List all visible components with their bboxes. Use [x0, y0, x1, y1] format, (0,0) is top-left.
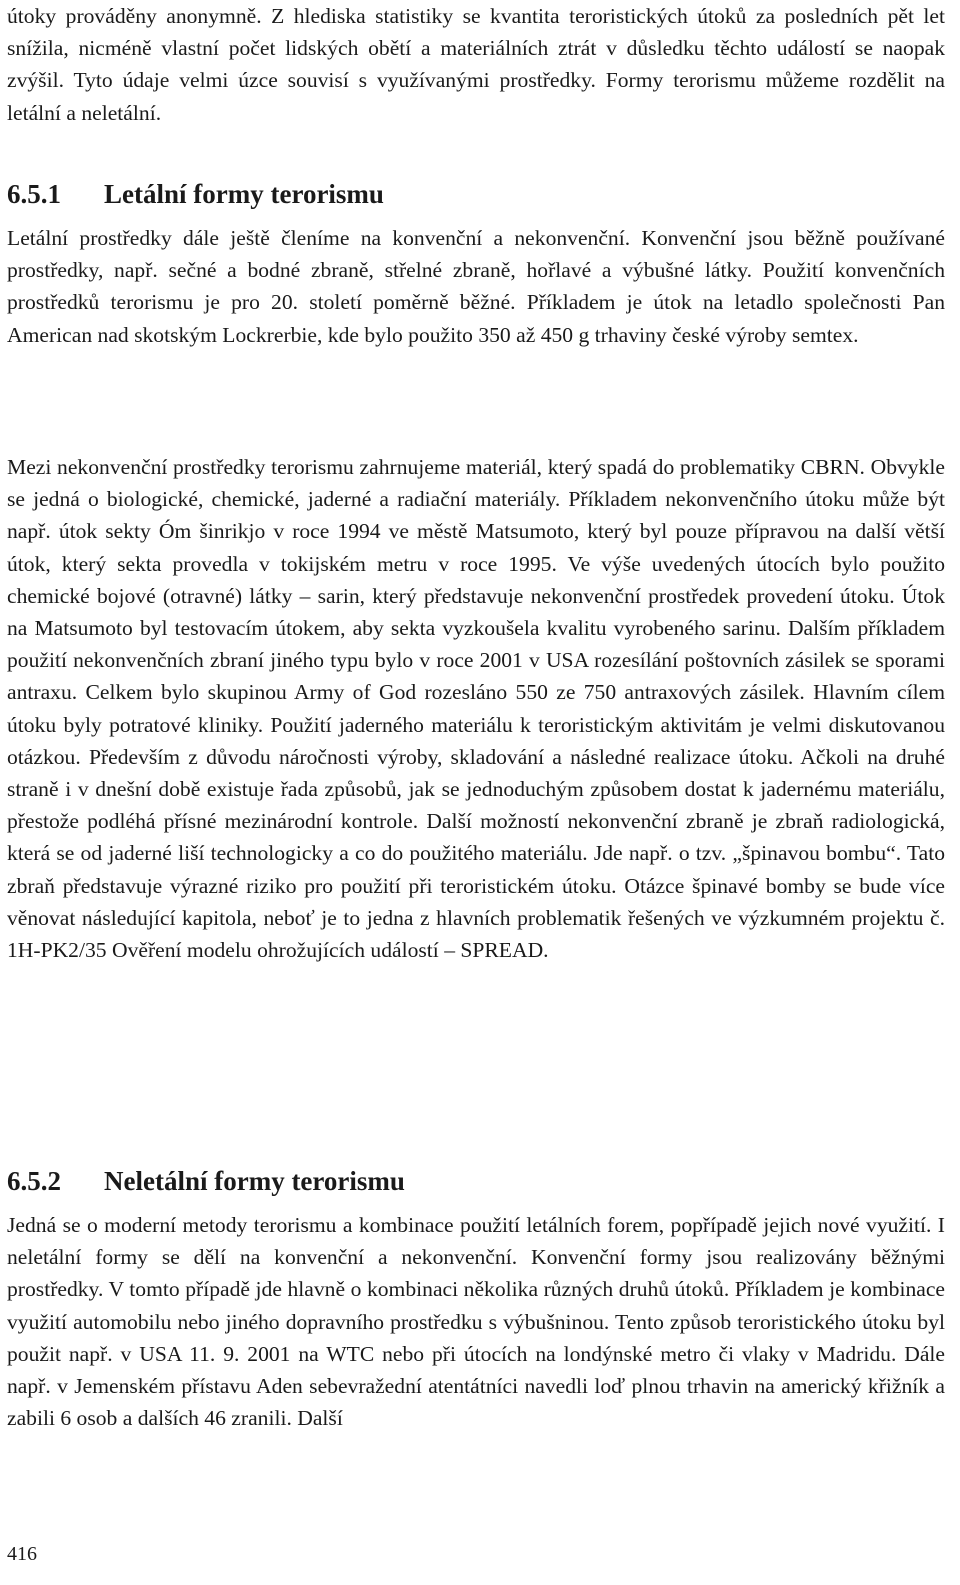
section-heading-letalni [7, 177, 384, 211]
paragraph-letalni-nekonvencni: Mezi nekonvenční prostředky terorismu zahrnujeme materiál, který spadá do problematiky CBRN. Obvykle se jedná o biologické, chemické, jaderné a radiační materiály. Příkladem nekonvenčního útoku může být např. útok sekty Óm šinrikjo v roce 1994 ve městě Matsumoto, který byl pouze přípravou na další větší útok, který sekta provedla v tokijském metru v roce 1995. Ve výše uvedených útocích bylo použito chemické bojové (otravné) látky – sarin, který představuje nekonvenční prostředek provedení útoku. Útok na Matsumoto byl testovacím útokem, aby sekta vyzkoušela kvalitu vyrobeného sarinu. Dalším příkladem použití nekonvenčních zbraní jiného typu bylo v roce 2001 v USA rozesílání poštovních zásilek se sporami antraxu. Celkem bylo skupinou Army of God rozesláno 550 ze 750 antraxových zásilek. Hlavním cílem útoku byly potratové kliniky. Použití jaderného materiálu k teroristickým aktivitám je velmi diskutovanou otázkou. Především z důvodu náročnosti výroby, skladování a následné realizace útoku. Ačkoli na druhé straně i v dnešní době existuje řada způsobů, jak se jednoduchým způsobem dostat k jadernému materiálu, přestože podléhá přísné mezinárodní kontrole. Další možností nekonvenční zbraně je zbraň radiologická, která se od jaderné liší technologicky a co do použitého materiálu. Jde např. o tzv. „špinavou bombu“. Tato zbraň představuje výrazné riziko pro použití při teroristickém útoku. Otázce špinavé bomby se bude více věnovat následující kapitola, neboť je to jedna z hlavních problematik řešených ve výzkumném projektu č. 1H-PK2/35 Ověření modelu ohrožujících událostí – SPREAD. [7, 455, 945, 963]
section-title: Neletální formy terorismu [104, 1166, 405, 1196]
paragraph-letalni-konvencni: Letální prostředky dále ještě členíme na konvenční a nekonvenční. Konvenční jsou běžně používané prostředky, např. sečné a bodné zbraně, střelné zbraně, hořlavé a výbušné látky. Použití konvenčních prostředků terorismu je pro 20. století poměrně běžné. Příkladem je útok na letadlo společnosti Pan American nad skotským Lockrerbie, kde bylo použito 350 až 450 g trhaviny české výroby semtex. [7, 226, 945, 347]
section-number: 6.5.2 [7, 1166, 61, 1196]
section-title: Letální formy terorismu [104, 179, 384, 209]
page-number: 416 [7, 1543, 37, 1565]
intro-paragraph: útoky prováděny anonymně. Z hlediska statistiky se kvantita teroristických útoků za posledních pět let snížila, nicméně vlastní počet lidských obětí a materiálních ztrát v důsledku těchto událostí se naopak zvýšil. Tyto údaje velmi úzce souvisí s využívanými prostředky. Formy terorismu můžeme rozdělit na letální a neletální. [7, 4, 945, 125]
section-number: 6.5.1 [7, 179, 61, 209]
paragraph-neletalni: Jedná se o moderní metody terorismu a kombinace použití letálních forem, popřípadě jejich nové využití. I neletální formy se dělí na konvenční a nekonvenční. Konvenční formy jsou realizovány běžnými prostředky. V tomto případě jde hlavně o kombinaci několika různých druhů útoků. Příkladem je kombinace využití automobilu nebo jiného dopravního prostředku s výbušninou. Tento způsob teroristického útoku byl použit např. v USA 11. 9. 2001 na WTC nebo při útocích na londýnské metro či vlaky v Madridu. Dále např. v Jemenském přístavu Aden sebevražední atentátníci navedli loď plnou trhavin na americký křižník a zabili 6 osob a dalších 46 zranili. Další [7, 1213, 945, 1431]
section-heading-neletalni [7, 1164, 405, 1198]
